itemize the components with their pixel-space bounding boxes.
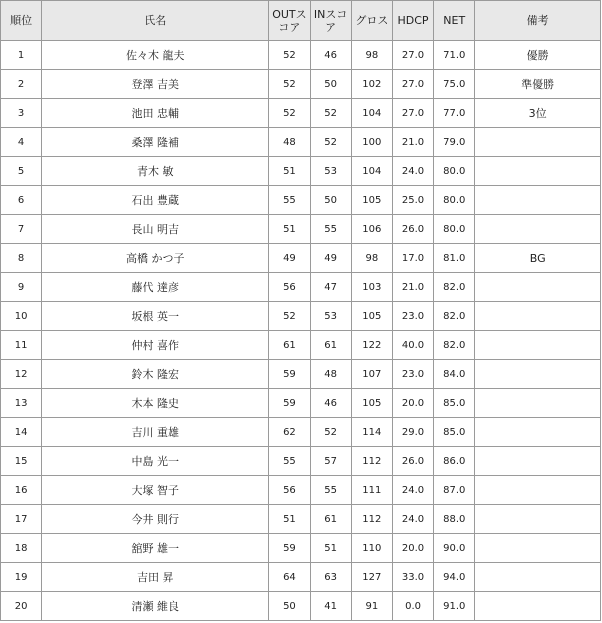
cell-in-score: 52 — [310, 418, 351, 447]
header-net: NET — [434, 1, 475, 41]
cell-net: 94.0 — [434, 563, 475, 592]
cell-out-score: 56 — [269, 476, 310, 505]
cell-out-score: 64 — [269, 563, 310, 592]
cell-name: 吉川 重雄 — [42, 418, 269, 447]
cell-net: 80.0 — [434, 215, 475, 244]
cell-name: 鈴木 隆宏 — [42, 360, 269, 389]
cell-gross: 98 — [351, 41, 392, 70]
header-out-score: OUTスコア — [269, 1, 310, 41]
cell-hdcp: 24.0 — [392, 476, 433, 505]
cell-gross: 107 — [351, 360, 392, 389]
cell-note — [475, 592, 601, 621]
table-row — [1, 302, 601, 331]
cell-out-score: 61 — [269, 331, 310, 360]
cell-in-score: 53 — [310, 302, 351, 331]
cell-rank: 16 — [1, 476, 42, 505]
cell-rank: 10 — [1, 302, 42, 331]
cell-net: 87.0 — [434, 476, 475, 505]
cell-hdcp: 20.0 — [392, 534, 433, 563]
cell-rank: 17 — [1, 505, 42, 534]
cell-net: 77.0 — [434, 99, 475, 128]
cell-hdcp: 23.0 — [392, 302, 433, 331]
table-row — [1, 389, 601, 418]
cell-rank: 2 — [1, 70, 42, 99]
cell-note — [475, 128, 601, 157]
cell-gross: 112 — [351, 447, 392, 476]
cell-name: 藤代 達彦 — [42, 273, 269, 302]
cell-name: 清瀬 維良 — [42, 592, 269, 621]
cell-gross: 91 — [351, 592, 392, 621]
table-row — [1, 563, 601, 592]
cell-note — [475, 273, 601, 302]
cell-hdcp: 25.0 — [392, 186, 433, 215]
cell-in-score: 51 — [310, 534, 351, 563]
cell-out-score: 51 — [269, 157, 310, 186]
cell-in-score: 57 — [310, 447, 351, 476]
cell-net: 81.0 — [434, 244, 475, 273]
cell-name: 長山 明吉 — [42, 215, 269, 244]
header-rank: 順位 — [1, 1, 42, 41]
cell-net: 88.0 — [434, 505, 475, 534]
cell-rank: 20 — [1, 592, 42, 621]
cell-gross: 112 — [351, 505, 392, 534]
table-row — [1, 157, 601, 186]
cell-in-score: 50 — [310, 186, 351, 215]
cell-out-score: 49 — [269, 244, 310, 273]
table-row — [1, 505, 601, 534]
cell-out-score: 48 — [269, 128, 310, 157]
cell-in-score: 52 — [310, 128, 351, 157]
cell-note — [475, 534, 601, 563]
cell-hdcp: 23.0 — [392, 360, 433, 389]
cell-name: 仲村 喜作 — [42, 331, 269, 360]
cell-gross: 104 — [351, 157, 392, 186]
cell-note — [475, 505, 601, 534]
cell-name: 佐々木 龍夫 — [42, 41, 269, 70]
cell-out-score: 52 — [269, 70, 310, 99]
cell-gross: 105 — [351, 186, 392, 215]
cell-in-score: 61 — [310, 331, 351, 360]
header-gross: グロス — [351, 1, 392, 41]
cell-rank: 14 — [1, 418, 42, 447]
table-row — [1, 70, 601, 99]
header-hdcp: HDCP — [392, 1, 433, 41]
cell-in-score: 47 — [310, 273, 351, 302]
cell-note — [475, 157, 601, 186]
cell-out-score: 59 — [269, 389, 310, 418]
cell-hdcp: 24.0 — [392, 505, 433, 534]
table-body — [1, 41, 601, 621]
cell-gross: 98 — [351, 244, 392, 273]
table-row — [1, 534, 601, 563]
cell-rank: 8 — [1, 244, 42, 273]
cell-hdcp: 17.0 — [392, 244, 433, 273]
cell-out-score: 52 — [269, 41, 310, 70]
cell-net: 90.0 — [434, 534, 475, 563]
cell-hdcp: 21.0 — [392, 128, 433, 157]
cell-net: 91.0 — [434, 592, 475, 621]
table-row — [1, 273, 601, 302]
cell-name: 池田 忠輔 — [42, 99, 269, 128]
cell-hdcp: 29.0 — [392, 418, 433, 447]
cell-rank: 12 — [1, 360, 42, 389]
cell-note — [475, 331, 601, 360]
cell-gross: 122 — [351, 331, 392, 360]
cell-note — [475, 476, 601, 505]
cell-in-score: 46 — [310, 41, 351, 70]
cell-hdcp: 27.0 — [392, 70, 433, 99]
table-row — [1, 447, 601, 476]
cell-name: 大塚 智子 — [42, 476, 269, 505]
cell-rank: 19 — [1, 563, 42, 592]
cell-gross: 110 — [351, 534, 392, 563]
table-row — [1, 99, 601, 128]
cell-gross: 106 — [351, 215, 392, 244]
cell-name: 今井 則行 — [42, 505, 269, 534]
cell-net: 82.0 — [434, 302, 475, 331]
cell-hdcp: 24.0 — [392, 157, 433, 186]
table-row — [1, 592, 601, 621]
cell-in-score: 53 — [310, 157, 351, 186]
cell-note — [475, 389, 601, 418]
cell-name: 高橋 かつ子 — [42, 244, 269, 273]
cell-gross: 103 — [351, 273, 392, 302]
cell-rank: 4 — [1, 128, 42, 157]
cell-in-score: 63 — [310, 563, 351, 592]
cell-net: 82.0 — [434, 331, 475, 360]
cell-gross: 105 — [351, 389, 392, 418]
cell-out-score: 51 — [269, 505, 310, 534]
cell-note — [475, 302, 601, 331]
cell-note — [475, 563, 601, 592]
cell-hdcp: 40.0 — [392, 331, 433, 360]
cell-rank: 9 — [1, 273, 42, 302]
cell-name: 吉田 昇 — [42, 563, 269, 592]
cell-out-score: 50 — [269, 592, 310, 621]
cell-name: 中島 光一 — [42, 447, 269, 476]
cell-gross: 111 — [351, 476, 392, 505]
cell-gross: 105 — [351, 302, 392, 331]
cell-in-score: 50 — [310, 70, 351, 99]
cell-hdcp: 21.0 — [392, 273, 433, 302]
table-row — [1, 186, 601, 215]
cell-name: 舘野 雄一 — [42, 534, 269, 563]
header-note: 備考 — [475, 1, 601, 41]
cell-in-score: 48 — [310, 360, 351, 389]
cell-note — [475, 186, 601, 215]
cell-out-score: 52 — [269, 99, 310, 128]
cell-gross: 100 — [351, 128, 392, 157]
table-row — [1, 331, 601, 360]
cell-note: 3位 — [475, 99, 601, 128]
cell-name: 登澤 吉美 — [42, 70, 269, 99]
cell-gross: 114 — [351, 418, 392, 447]
cell-net: 86.0 — [434, 447, 475, 476]
cell-out-score: 59 — [269, 360, 310, 389]
cell-rank: 6 — [1, 186, 42, 215]
cell-net: 82.0 — [434, 273, 475, 302]
cell-hdcp: 26.0 — [392, 447, 433, 476]
header-in-score: INスコア — [310, 1, 351, 41]
cell-rank: 1 — [1, 41, 42, 70]
cell-out-score: 59 — [269, 534, 310, 563]
cell-rank: 13 — [1, 389, 42, 418]
cell-out-score: 55 — [269, 447, 310, 476]
cell-in-score: 61 — [310, 505, 351, 534]
cell-out-score: 55 — [269, 186, 310, 215]
cell-rank: 18 — [1, 534, 42, 563]
cell-rank: 7 — [1, 215, 42, 244]
cell-in-score: 41 — [310, 592, 351, 621]
cell-hdcp: 0.0 — [392, 592, 433, 621]
cell-name: 桑澤 隆補 — [42, 128, 269, 157]
cell-gross: 102 — [351, 70, 392, 99]
table-row — [1, 128, 601, 157]
cell-note — [475, 418, 601, 447]
cell-net: 80.0 — [434, 186, 475, 215]
cell-in-score: 46 — [310, 389, 351, 418]
table-row — [1, 360, 601, 389]
cell-hdcp: 33.0 — [392, 563, 433, 592]
table-row — [1, 215, 601, 244]
cell-in-score: 55 — [310, 476, 351, 505]
cell-net: 79.0 — [434, 128, 475, 157]
cell-note — [475, 360, 601, 389]
cell-out-score: 52 — [269, 302, 310, 331]
cell-hdcp: 26.0 — [392, 215, 433, 244]
cell-note — [475, 215, 601, 244]
cell-out-score: 51 — [269, 215, 310, 244]
cell-out-score: 56 — [269, 273, 310, 302]
cell-note: 優勝 — [475, 41, 601, 70]
cell-net: 71.0 — [434, 41, 475, 70]
cell-gross: 127 — [351, 563, 392, 592]
cell-note: BG — [475, 244, 601, 273]
cell-in-score: 52 — [310, 99, 351, 128]
header-row — [1, 1, 601, 41]
cell-name: 木本 隆史 — [42, 389, 269, 418]
cell-rank: 5 — [1, 157, 42, 186]
cell-net: 84.0 — [434, 360, 475, 389]
cell-name: 石出 豊蔵 — [42, 186, 269, 215]
cell-net: 80.0 — [434, 157, 475, 186]
table-row — [1, 244, 601, 273]
cell-rank: 3 — [1, 99, 42, 128]
cell-in-score: 49 — [310, 244, 351, 273]
cell-name: 坂根 英一 — [42, 302, 269, 331]
cell-rank: 15 — [1, 447, 42, 476]
cell-hdcp: 20.0 — [392, 389, 433, 418]
table-header — [1, 1, 601, 41]
cell-in-score: 55 — [310, 215, 351, 244]
header-name: 氏名 — [42, 1, 269, 41]
cell-hdcp: 27.0 — [392, 99, 433, 128]
cell-rank: 11 — [1, 331, 42, 360]
cell-out-score: 62 — [269, 418, 310, 447]
cell-net: 85.0 — [434, 389, 475, 418]
cell-name: 青木 敏 — [42, 157, 269, 186]
cell-net: 75.0 — [434, 70, 475, 99]
table-row — [1, 418, 601, 447]
cell-note: 準優勝 — [475, 70, 601, 99]
table-row — [1, 41, 601, 70]
cell-hdcp: 27.0 — [392, 41, 433, 70]
table-row — [1, 476, 601, 505]
cell-note — [475, 447, 601, 476]
cell-net: 85.0 — [434, 418, 475, 447]
cell-gross: 104 — [351, 99, 392, 128]
